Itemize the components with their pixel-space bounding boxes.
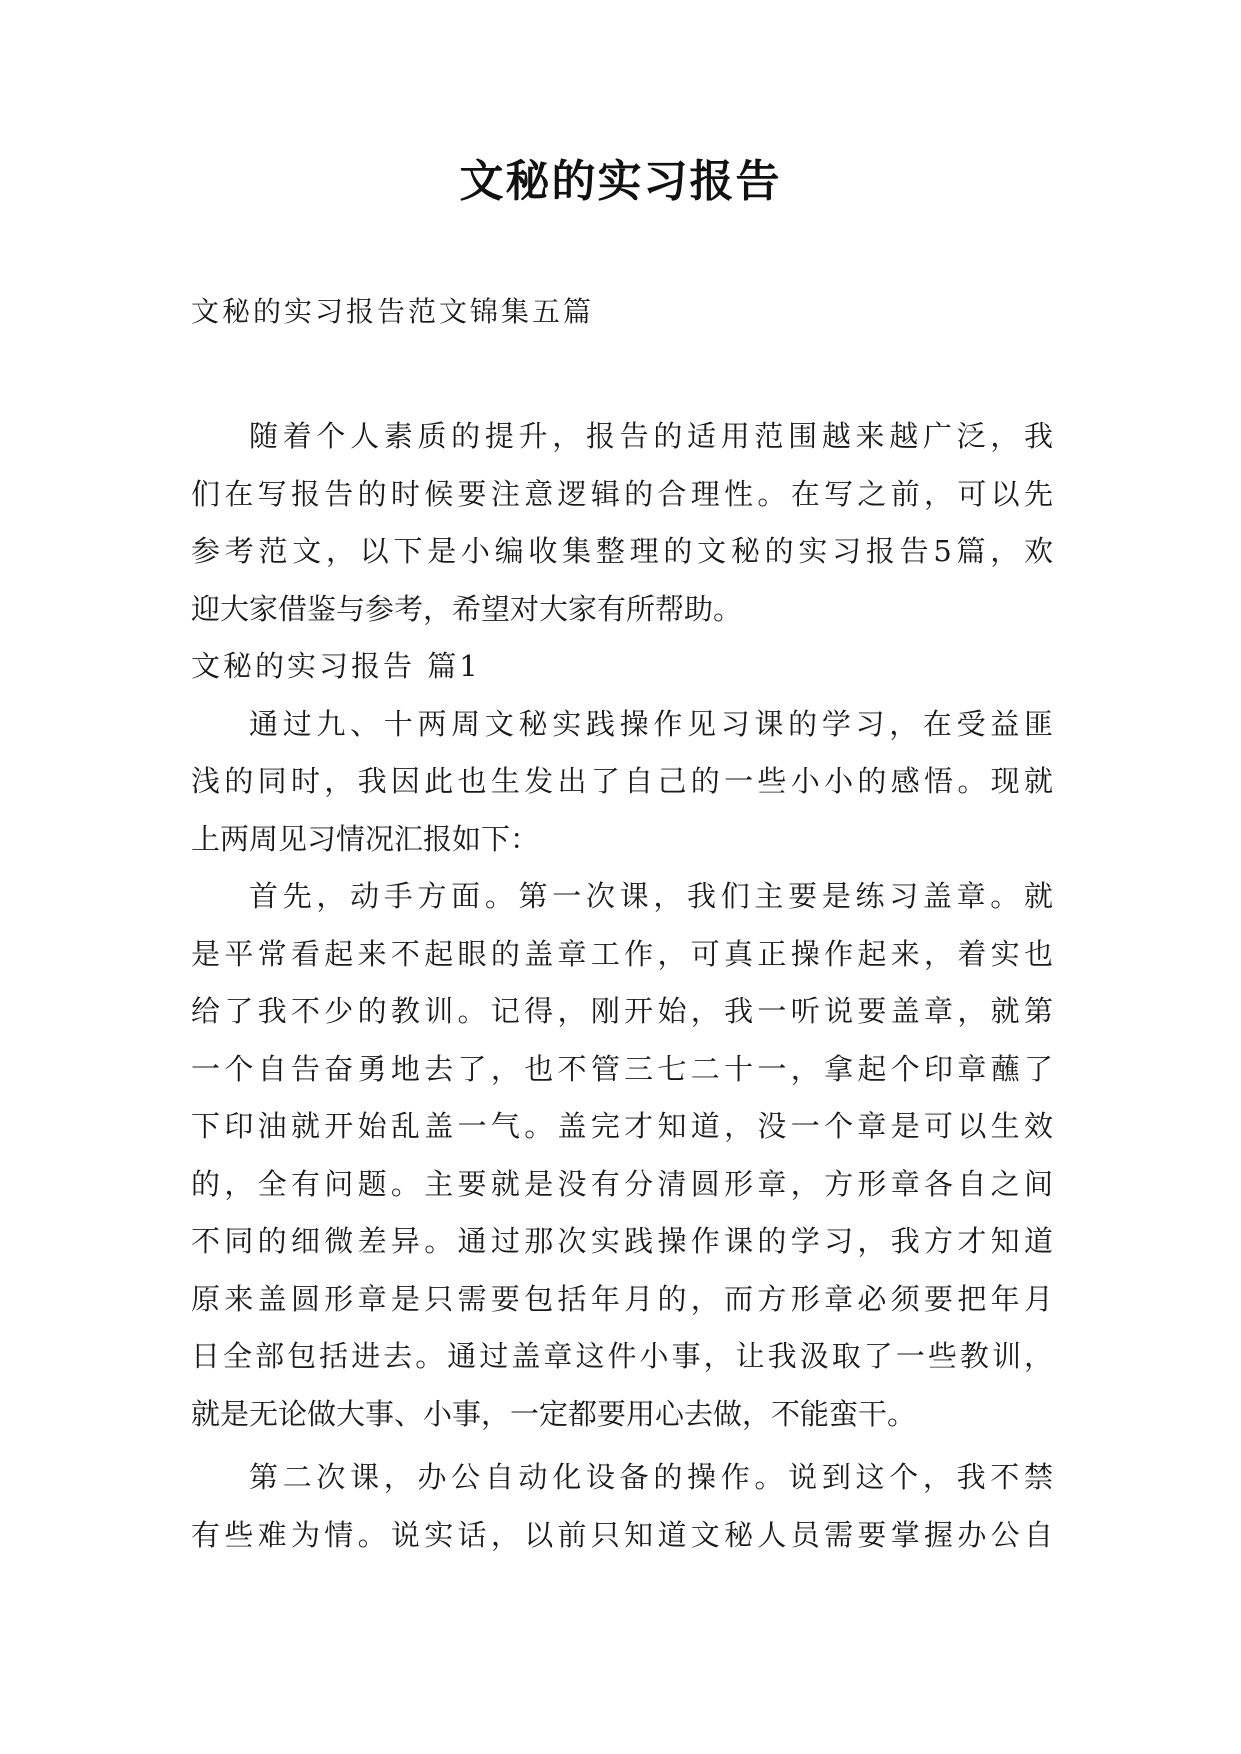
intro-line: 随着个人素质的提升，报告的适用范围越来越广泛，我 bbox=[249, 419, 1053, 453]
intro-paragraph bbox=[191, 408, 1053, 638]
paragraph-line: 浅的同时，我因此也生发出了自己的一些小小的感悟。现就 bbox=[191, 764, 1053, 798]
paragraph-line: 给了我不少的教训。记得，刚开始，我一听说要盖章，就第 bbox=[191, 994, 1053, 1028]
paragraph-line: 一个自告奋勇地去了，也不管三七二十一，拿起个印章蘸了 bbox=[191, 1051, 1053, 1086]
document-body bbox=[191, 408, 1053, 1564]
paragraph-line: 第二次课，办公自动化设备的操作。说到这个，我不禁 bbox=[249, 1460, 1053, 1494]
paragraph-line: 的，全有问题。主要就是没有分清圆形章，方形章各自之间 bbox=[191, 1166, 1053, 1201]
paragraph-line: 首先，动手方面。第一次课，我们主要是练习盖章。就 bbox=[249, 879, 1053, 913]
intro-line: 迎大家借鉴与参考，希望对大家有所帮助。 bbox=[191, 591, 743, 626]
paragraph-line: 是平常看起来不起眼的盖章工作，可真正操作起来，着实也 bbox=[191, 936, 1053, 971]
paragraph-line: 有些难为情。说实话，以前只知道文秘人员需要掌握办公自 bbox=[191, 1517, 1053, 1552]
document-title: 文秘的实习报告 bbox=[459, 156, 782, 207]
intro-line: 参考范文，以下是小编收集整理的文秘的实习报告5篇，欢 bbox=[191, 534, 1053, 568]
intro-line: 们在写报告的时候要注意逻辑的合理性。在写之前，可以先 bbox=[191, 476, 1053, 511]
section-heading: 文秘的实习报告 篇1 bbox=[191, 649, 481, 683]
paragraph-3 bbox=[191, 1449, 1053, 1564]
paragraph-line: 原来盖圆形章是只需要包括年月的，而方形章必须要把年月 bbox=[191, 1281, 1053, 1316]
paragraph-line: 下印油就开始乱盖一气。盖完才知道，没一个章是可以生效 bbox=[191, 1109, 1053, 1143]
document-subtitle: 文秘的实习报告范文锦集五篇 bbox=[191, 295, 595, 328]
paragraph-2 bbox=[191, 868, 1053, 1443]
paragraph-line: 不同的细微差异。通过那次实践操作课的学习，我方才知道 bbox=[191, 1224, 1053, 1258]
paragraph-line: 上两周见习情况汇报如下： bbox=[191, 821, 540, 856]
paragraph-line: 就是无论做大事、小事，一定都要用心去做，不能蛮干。 bbox=[191, 1396, 917, 1431]
paragraph-line: 通过九、十两周文秘实践操作见习课的学习，在受益匪 bbox=[249, 706, 1053, 741]
paragraph-line: 日全部包括进去。通过盖章这件小事，让我汲取了一些教训， bbox=[191, 1339, 1053, 1373]
paragraph-1 bbox=[191, 696, 1053, 869]
